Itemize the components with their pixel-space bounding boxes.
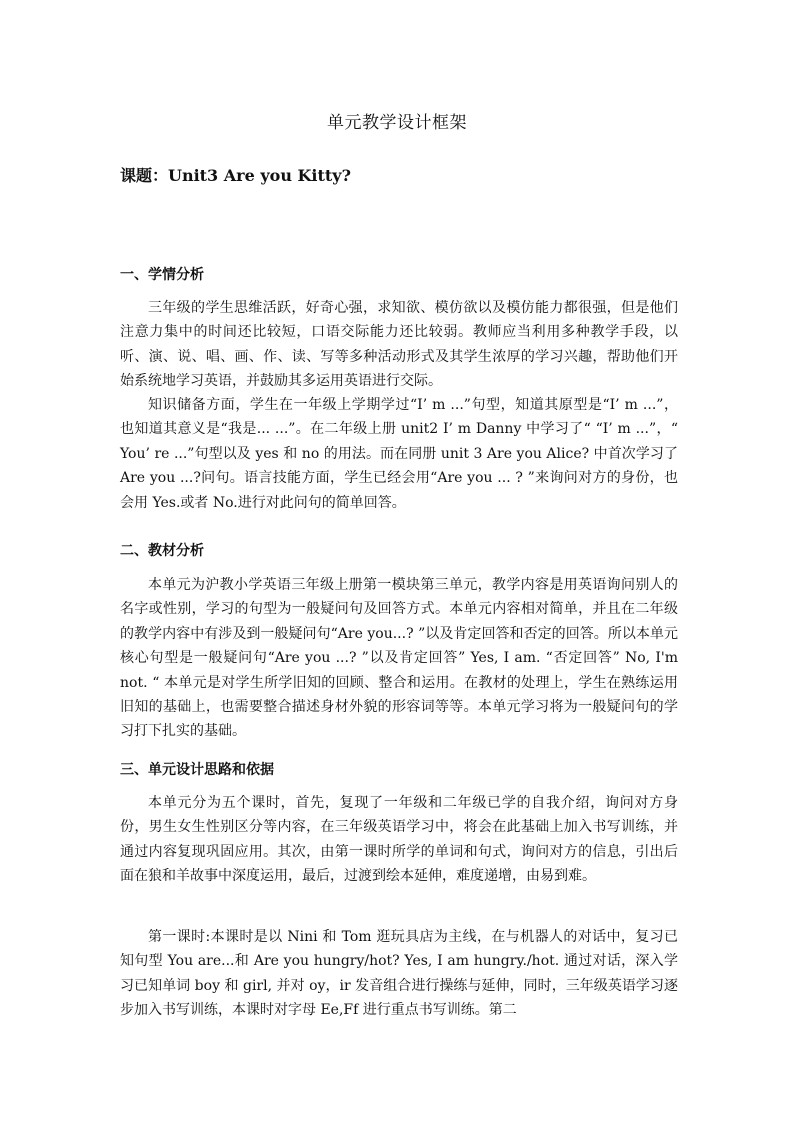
paragraph-design-overview: 本单元分为五个课时，首先，复现了一年级和二年级已学的自我介绍，询问对方身份，男生女生性别区分等内容，在三年级英语学习中，将会在此基础上加入书写训练，并通过内容复现巩固应用。其次，由第一课时所学的单词和句式，询问对方的信息，引出后面在狼和羊故事中深度运用，最后，过渡到绘本延伸，难度递增，由易到难。 (120, 795, 678, 885)
paragraph-prior-knowledge: 知识储备方面，学生在一年级上学期学过“I’ m ...”句型，知道其原型是“I’ m ...”， 也知道其意义是“我是... ...”。在二年级上册 unit2 I’ m Danny 中学习了“ “I’ m ...”，“ You’ re ...”句型以及 yes 和 no 的用法。而在同册 unit 3 Are you Alice? 中首次学习了 Are you ...?问句。语言技能方面，学生已经会用“Are you ... ? ”来询问对方的身份，也会用 Yes.或者 No.进行对此问句的简单回答。 (120, 397, 678, 511)
section-heading-material-analysis: 二、教材分析 (120, 543, 204, 559)
section-heading-learner-analysis: 一、学情分析 (120, 267, 204, 283)
paragraph-lesson-one: 第一课时:本课时是以 Nini 和 Tom 逛玩具店为主线，在与机器人的对话中，复习已知句型 You are...和 Are you hungry/hot? Yes, I am hungry./hot. 通过对话，深入学习已知单词 boy 和 girl, 并对 oy，ir 发音组合进行操练与延伸，同时，三年级英语学习逐步加入书写训练，本课时对字母 Ee,Ff 进行重点书写训练。第二 (120, 929, 678, 1019)
lesson-topic: 课题：Unit3 Are you Kitty? (120, 166, 351, 185)
page-title: 单元教学设计框架 (327, 113, 467, 133)
paragraph-learner-traits: 三年级的学生思维活跃，好奇心强，求知欲、模仿欲以及模仿能力都很强，但是他们注意力集中的时间还比较短，口语交际能力还比较弱。教师应当利用多种教学手段，以听、演、说、唱、画、作、读、写等多种活动形式及其学生浓厚的学习兴趣，帮助他们开始系统地学习英语，并鼓励其多运用英语进行交际。 (120, 300, 678, 390)
paragraph-material-analysis: 本单元为沪教小学英语三年级上册第一模块第三单元，教学内容是用英语询问别人的名字或性别，学习的句型为一般疑问句及回答方式。本单元内容相对简单，并且在二年级的教学内容中有涉及到一般疑问句“Are you...? ”以及肯定回答和否定的回答。所以本单元核心句型是一般疑问句“Are you ...? ”以及肯定回答” Yes, I am. “否定回答” No, I'm not. “ 本单元是对学生所学旧知的回顾、整合和运用。在教材的处理上，学生在熟练运用旧知的基础上，也需要整合描述身材外貌的形容词等等。本单元学习将为一般疑问句的学习打下扎实的基础。 (120, 577, 678, 740)
section-heading-design-rationale: 三、单元设计思路和依据 (120, 762, 274, 778)
